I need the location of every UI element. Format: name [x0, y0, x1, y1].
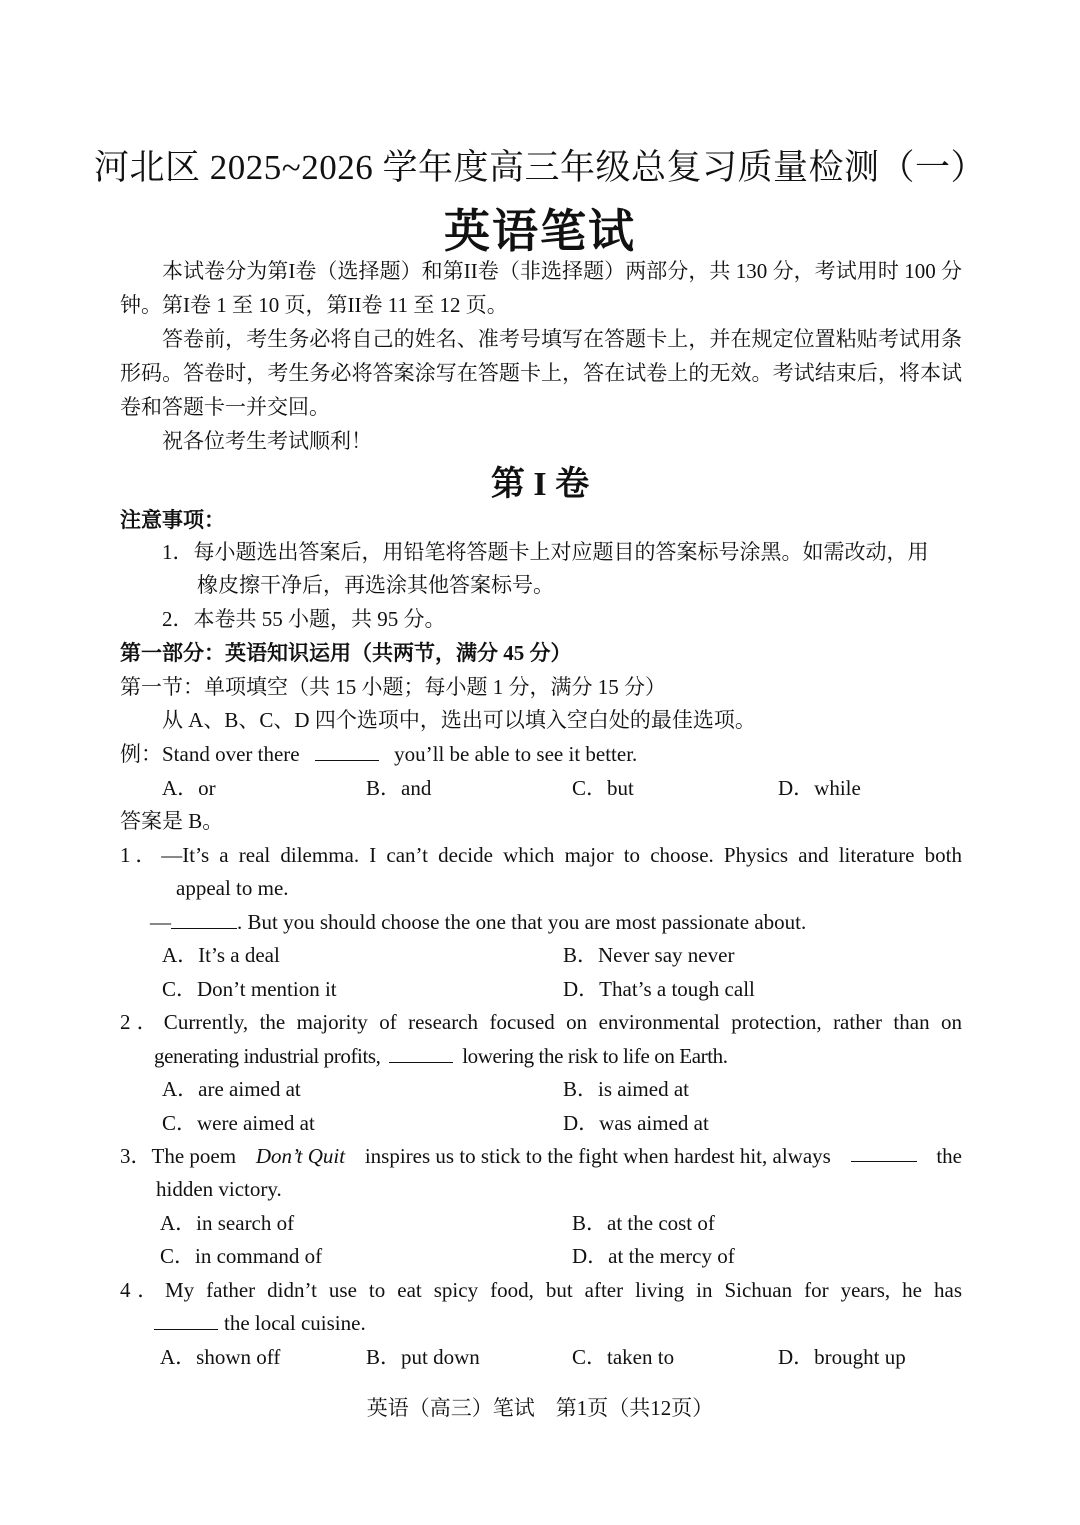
- notice-label: 注意事项：: [120, 508, 225, 532]
- question-2-line-2: [154, 1041, 728, 1071]
- question-3-option-b: B．at the cost of: [572, 1211, 715, 1235]
- exam-title: 河北区 2025~2026 学年度高三年级总复习质量检测（一）: [94, 148, 986, 187]
- part-heading: 第一部分：英语知识运用（共两节，满分 45 分）: [120, 641, 572, 665]
- example-prefix: 例：Stand over there: [120, 742, 300, 766]
- example-answer: 答案是 B。: [120, 809, 224, 833]
- question-4-option-c: C．taken to: [572, 1345, 675, 1369]
- intro-paragraph-1: 本试卷分为第I卷（选择题）和第II卷（非选择题）两部分，共 130 分，考试用时 100 分钟。第I卷 1 至 10 页，第II卷 11 至 12 页。: [120, 259, 962, 317]
- question-3-mid: inspires us to stick to the fight when hardest hit, always: [364, 1144, 831, 1168]
- question-3-prefix: 3．The poem: [120, 1144, 237, 1168]
- question-2-suffix: lowering the risk to life on Earth.: [462, 1044, 728, 1068]
- question-1-line-3: [150, 907, 806, 937]
- instruction-text: 从 A、B、C、D 四个选项中，选出可以填入空白处的最佳选项。: [162, 708, 756, 732]
- intro-paragraph-2: 答卷前，考生务必将自己的姓名、准考号填写在答题卡上，并在规定位置粘贴考试用条形码。答卷时，考生务必将答案涂写在答题卡上，答在试卷上的无效。考试结束后，将本试卷和答题卡一并交回。: [120, 327, 962, 419]
- question-3-line-2: hidden victory.: [156, 1177, 282, 1201]
- question-1-option-b: B．Never say never: [563, 943, 735, 967]
- dash: —: [150, 910, 171, 934]
- question-1-line-2: appeal to me.: [176, 876, 289, 900]
- question-2-prefix: generating industrial profits,: [154, 1044, 381, 1068]
- question-2-line-1: 2．Currently, the majority of research focused on environmental protection, rather than on: [120, 1010, 962, 1034]
- question-2-option-d: D．was aimed at: [563, 1111, 709, 1135]
- question-4-line-2: [154, 1308, 366, 1338]
- answer-blank: [171, 910, 237, 929]
- question-2-option-b: B．is aimed at: [563, 1077, 689, 1101]
- notice-item-1: 1．每小题选出答案后，用铅笔将答题卡上对应题目的答案标号涂黑。如需改动，用: [162, 540, 929, 564]
- question-3-option-a: A．in search of: [160, 1211, 295, 1235]
- notice-item-1-cont: 橡皮擦干净后，再选涂其他答案标号。: [197, 573, 554, 597]
- question-4-line-1: 4．My father didn’t use to eat spicy food, but after living in Sichuan for years, he has: [120, 1278, 962, 1302]
- question-4-suffix: the local cuisine.: [224, 1311, 366, 1335]
- answer-blank: [315, 742, 379, 761]
- question-4-option-a: A．shown off: [160, 1345, 281, 1369]
- example-option-b: B．and: [366, 776, 432, 800]
- question-1-option-a: A．It’s a deal: [162, 943, 280, 967]
- poem-title: Don’t Quit: [255, 1144, 346, 1168]
- answer-blank: [851, 1141, 917, 1162]
- example-suffix: you’ll be able to see it better.: [394, 742, 638, 766]
- question-4-option-d: D．brought up: [778, 1345, 906, 1369]
- question-2-option-c: C．were aimed at: [162, 1111, 315, 1135]
- question-1-reply: . But you should choose the one that you are most passionate about.: [237, 910, 807, 934]
- section-heading: 第 I 卷: [490, 466, 590, 503]
- notice-item-2: 2．本卷共 55 小题，共 95 分。: [162, 607, 446, 631]
- exam-subtitle: 英语笔试: [444, 204, 636, 258]
- subsection-heading: 第一节：单项填空（共 15 小题；每小题 1 分，满分 15 分）: [120, 675, 666, 699]
- example-option-a: A．or: [162, 776, 216, 800]
- question-3-option-c: C．in command of: [160, 1244, 323, 1268]
- question-1-option-c: C．Don’t mention it: [162, 977, 337, 1001]
- question-3-suffix: the: [936, 1144, 962, 1168]
- example-option-d: D．while: [778, 776, 861, 800]
- question-1-option-d: D．That’s a tough call: [563, 977, 755, 1001]
- question-3-option-d: D．at the mercy of: [572, 1244, 735, 1268]
- question-1-line-1: 1．—It’s a real dilemma. I can’t decide which major to choose. Physics and literature both: [120, 843, 962, 867]
- intro-paragraph-3: 祝各位考生考试顺利！: [162, 429, 372, 453]
- page-footer: 英语（高三）笔试 第1页（共12页）: [366, 1396, 714, 1420]
- example-option-c: C．but: [572, 776, 634, 800]
- question-3-line-1: [120, 1141, 962, 1171]
- question-2-option-a: A．are aimed at: [162, 1077, 301, 1101]
- question-4-option-b: B．put down: [366, 1345, 480, 1369]
- answer-blank: [154, 1311, 218, 1330]
- answer-blank: [389, 1044, 453, 1063]
- example-sentence: [120, 739, 637, 769]
